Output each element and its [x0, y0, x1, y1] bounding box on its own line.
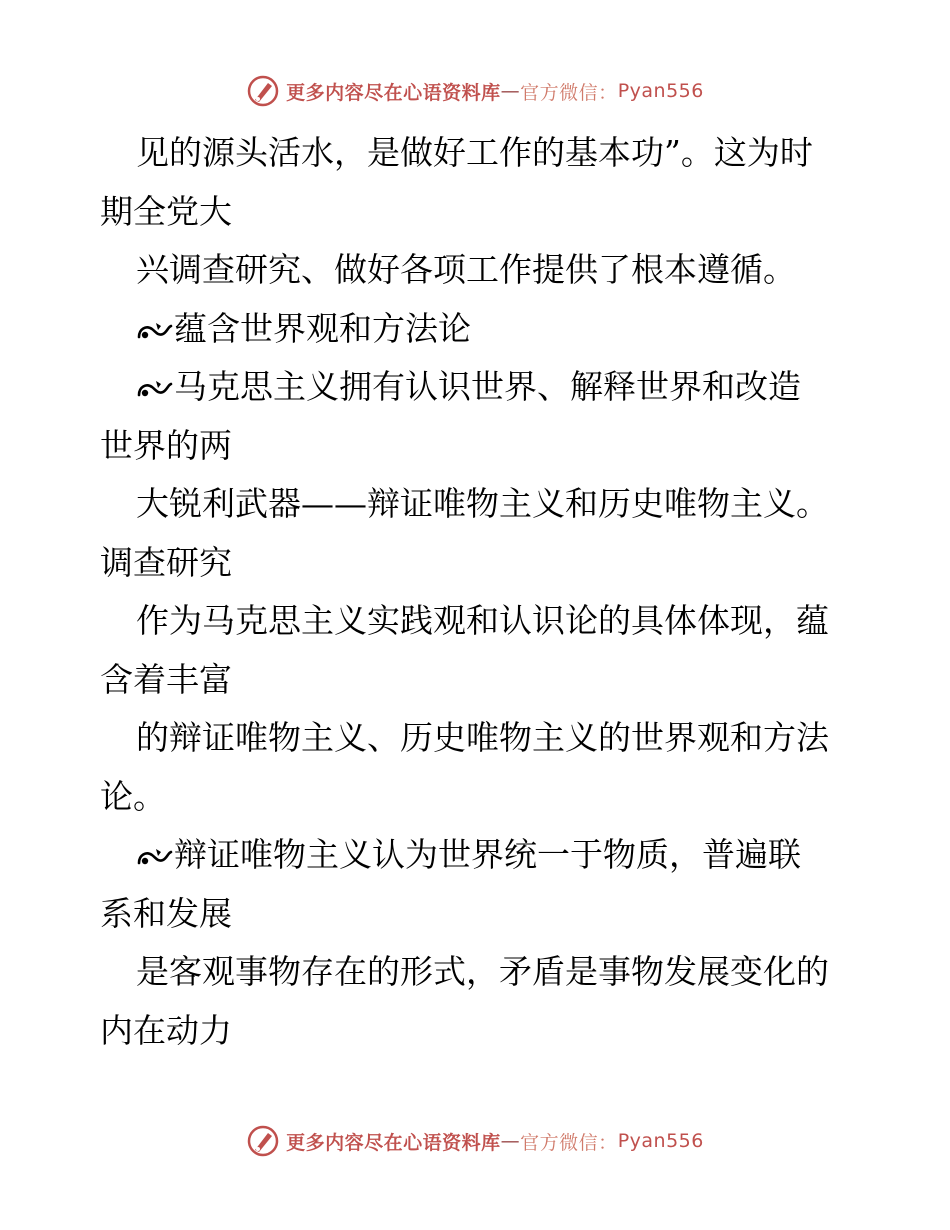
line-text: 世界的两 — [100, 425, 232, 465]
text-line — [100, 826, 860, 885]
pen-logo-icon — [246, 74, 280, 108]
text-line — [100, 592, 860, 651]
text-line — [100, 183, 860, 242]
header-brand: 更多内容尽在心语资料库 — [286, 81, 501, 104]
text-line — [100, 651, 860, 710]
line-text: 蕴含世界观和方法论 — [174, 308, 471, 348]
line-text: 系和发展 — [100, 893, 232, 933]
line-text: 见的源头活水，是做好工作的基本功”。这为时 — [136, 133, 813, 172]
line-text: 是客观事物存在的形式，矛盾是事物发展变化的 — [136, 952, 829, 991]
text-line — [100, 885, 860, 944]
header-wechat-label: 官方微信： — [520, 81, 618, 104]
line-text: 含着丰富 — [100, 659, 232, 699]
line-text: 辩证唯物主义认为世界统一于物质，普遍联 — [174, 835, 801, 874]
text-line — [100, 1002, 860, 1061]
text-line — [100, 358, 860, 417]
footer-wechat-label: 官方微信： — [520, 1131, 618, 1154]
footer-brand: 更多内容尽在心语资料库 — [286, 1131, 501, 1154]
text-line — [100, 475, 860, 534]
document-body — [100, 124, 860, 1060]
hand-bullet-icon — [136, 829, 174, 855]
header-wechat-id: Pyan556 — [617, 80, 704, 102]
line-text: 期全党大 — [100, 191, 232, 231]
footer-banner — [0, 1124, 950, 1158]
text-line — [100, 768, 860, 827]
text-line — [100, 417, 860, 476]
text-line — [100, 300, 860, 359]
text-line — [100, 943, 860, 1002]
line-text: 调查研究 — [100, 542, 232, 582]
line-text: 兴调查研究、做好各项工作提供了根本遵循。 — [136, 250, 796, 289]
line-text: 内在动力 — [100, 1010, 232, 1050]
footer-wechat-id: Pyan556 — [617, 1130, 704, 1152]
text-line — [100, 709, 860, 768]
footer-dash: — — [500, 1130, 521, 1152]
text-line — [100, 124, 860, 183]
line-text: 大锐利武器——辩证唯物主义和历史唯物主义。 — [136, 484, 829, 523]
hand-bullet-icon — [136, 361, 174, 387]
line-text: 的辩证唯物主义、历史唯物主义的世界观和方法 — [136, 718, 829, 757]
text-line — [100, 534, 860, 593]
hand-bullet-icon — [136, 303, 174, 329]
header-banner — [0, 74, 950, 108]
header-dash: — — [500, 80, 521, 102]
line-text: 论。 — [100, 776, 166, 816]
line-text: 作为马克思主义实践观和认识论的具体体现，蕴 — [136, 601, 829, 640]
line-text: 马克思主义拥有认识世界、解释世界和改造 — [174, 367, 801, 406]
text-line — [100, 241, 860, 300]
pen-logo-icon — [246, 1124, 280, 1158]
